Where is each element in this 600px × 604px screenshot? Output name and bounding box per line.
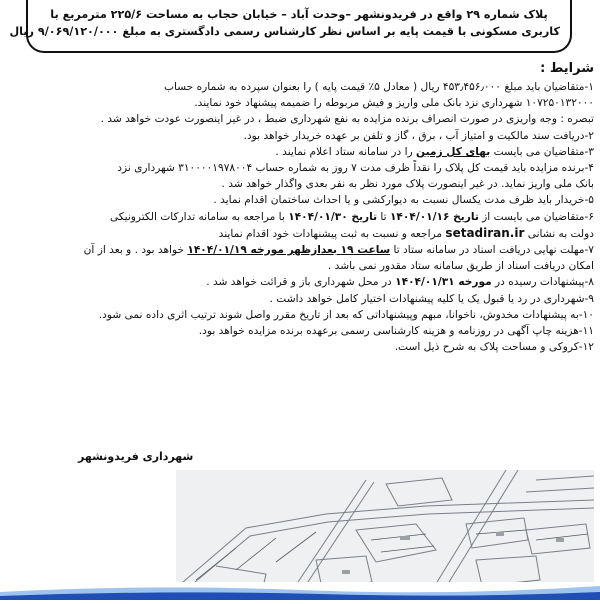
condition-8-prefix: ۸-پیشنهادات رسیده در — [491, 276, 594, 289]
condition-7-line-1 — [6, 242, 594, 258]
municipality-signature: شهرداری فریدونشهر — [78, 450, 194, 463]
condition-1-line-1: ۱-متقاضیان باید مبلغ ۴۵۳٫۴۵۶٫۰۰۰ ریال ( معادل ۵٪ قیمت پایه ) را بعنوان سپرده به شماره حساب — [164, 81, 594, 93]
condition-3-suffix: را در سامانه ستاد اعلام نمایند . — [275, 145, 417, 158]
land-price-emphasis: بهای کل زمین — [416, 145, 491, 158]
condition-6-suffix: مراجعه و نسبت به ثبت پیشنهادات خود اقدام نمایند — [218, 227, 446, 240]
condition-8-suffix: در محل شهرداری باز و قرائت خواهد شد . — [206, 276, 396, 289]
setadiran-link[interactable]: setadiran.ir — [445, 225, 525, 240]
condition-4-line-1: ۴-برنده مزایده باید قیمت کل پلاک را نقداً ظرف مدت ۷ روز به شماره حساب ۳۱۰۰۰۰۱۹۷۸۰۰۴ شهرداری نزد — [117, 162, 594, 175]
condition-6-part-3: با مراجعه به سامانه تدارکات الکترونیکی — [109, 210, 289, 223]
condition-2: ۲-دریافت سند مالکیت و امتیاز آب ، برق ، گاز و تلفن بر عهده خریدار خواهد بود. — [243, 129, 594, 142]
site-plan-map — [176, 470, 594, 600]
note-line: تبصره : وجه واریزی در صورت انصراف برنده مزایده به نفع شهرداری ضبط ، در غیر اینصورت عودت خواهد شد . — [100, 113, 594, 126]
condition-11: ۱۱-هزینه چاپ آگهی در روزنامه و هزینه کارشناسی رسمی برعهده برنده مزایده خواهد بود. — [198, 325, 594, 338]
condition-4-line-2: بانک ملی واریز نماید. در غیر اینصورت پلاک مورد نظر به نفر بعدی واگذار خواهد شد . — [221, 178, 594, 191]
deadline-emphasis: ساعت ۱۹ بعدازظهر مورخه ۱۴۰۴/۰۱/۱۹ — [187, 244, 391, 257]
end-date: تاریخ ۱۴۰۴/۰۱/۳۰ — [288, 210, 378, 223]
conditions-section — [6, 60, 594, 355]
condition-6-line-2 — [6, 225, 594, 242]
condition-7-part-2: خواهد بود . و بعد از آن — [83, 244, 188, 257]
header-line-1: پلاک شماره ۲۹ واقع در فریدونشهر –وحدت آباد – خیابان حجاب به مساحت ۲۲۵/۶ مترمربع با — [50, 8, 548, 21]
condition-9: ۹-شهرداری در رد یا قبول یک یا کلیه پیشنهادات اختیار کامل خواهد داشت . — [269, 292, 594, 305]
start-date: تاریخ ۱۴۰۴/۰۱/۱۶ — [389, 210, 479, 223]
condition-7-line-2: امکان دریافت اسناد از طریق سامانه ستاد مقدور نمی باشد . — [327, 260, 594, 273]
condition-6-line-1 — [6, 209, 594, 225]
condition-3 — [6, 144, 594, 160]
condition-6-prefix: دولت به نشانی — [524, 227, 594, 240]
opening-date: مورخه ۱۴۰۴/۰۱/۳۱ — [395, 276, 492, 289]
bottom-decorative-stripe — [0, 582, 600, 600]
site-plan-image — [176, 470, 594, 600]
condition-12: ۱۲-کروکی و مساحت پلاک به شرح ذیل است. — [394, 341, 594, 354]
condition-6-part-2: تا — [377, 210, 390, 223]
condition-3-prefix: ۳-متقاضیان می بایست — [490, 145, 594, 158]
header-line-2: کاربری مسکونی با قیمت پایه بر اساس نظر کارشناس رسمی دادگستری به مبلغ ۹/۰۶۹/۱۲۰/۰۰۰ ریال — [9, 25, 560, 38]
condition-5: ۵-خریدار باید ظرف مدت یکسال نسبت به دیوارکشی و یا احداث ساختمان اقدام نماید . — [213, 194, 594, 207]
header-box — [9, 0, 572, 53]
condition-1-line-2: ۱۰۷۲۵۰۱۳۲۰۰۰ شهرداری نزد بانک ملی واریز و فیش مربوطه را ضمیمه پیشنهاد خود نمایند. — [194, 97, 594, 110]
condition-8 — [6, 274, 594, 290]
condition-10: ۱۰-به پیشنهادات مخدوش، ناخوانا، مبهم وپیشنهاداتی که بعد از تاریخ مقرر واصل شوند ترتیب اثری داده نمی شود. — [98, 308, 594, 321]
condition-6-part-1: ۶-متقاضیان می بایست از — [478, 210, 594, 223]
conditions-title: شرایط : — [540, 61, 594, 76]
condition-7-part-1: ۷-مهلت نهایی دریافت اسناد در سامانه ستاد تا — [390, 244, 594, 257]
